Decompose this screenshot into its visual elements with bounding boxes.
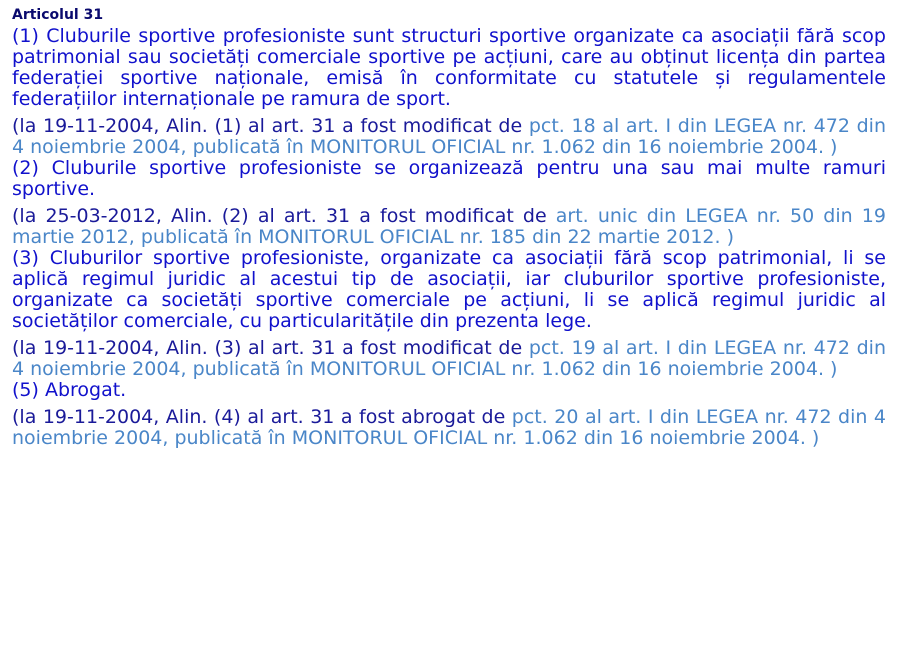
amendment-law-link[interactable]: pct. 20 al art. I din LEGEA nr. 472 din 4 noiembrie 2004, publicată în MONITORUL OFICIAL nr. 1.062 din 16 noiembrie 2004. )	[12, 406, 886, 449]
amendment-note-text: (la 19-11-2004, Alin. (3) al art. 31 a fost modificat de	[12, 337, 529, 359]
paragraph-5: (5) Abrogat.	[12, 379, 127, 401]
paragraph-2: (2) Cluburile sportive profesioniste se organizează pentru una sau mai multe ramuri sportive.	[12, 157, 886, 200]
amendment-note-2	[12, 206, 886, 248]
amendment-law-link[interactable]: pct. 19 al art. I din LEGEA nr. 472 din 4 noiembrie 2004, publicată în MONITORUL OFICIAL nr. 1.062 din 16 noiembrie 2004. )	[12, 337, 886, 380]
amendment-note-text: (la 25-03-2012, Alin. (2) al art. 31 a fost modificat de	[12, 205, 556, 227]
amendment-note-4	[12, 407, 886, 449]
amendment-note-text: (la 19-11-2004, Alin. (1) al art. 31 a fost modificat de	[12, 115, 529, 137]
amendment-note-text: (la 19-11-2004, Alin. (4) al art. 31 a fost abrogat de	[12, 406, 512, 428]
amendment-law-link[interactable]: pct. 18 al art. I din LEGEA nr. 472 din 4 noiembrie 2004, publicată în MONITORUL OFICIAL nr. 1.062 din 16 noiembrie 2004. )	[12, 115, 886, 158]
paragraph-1: (1) Cluburile sportive profesioniste sunt structuri sportive organizate ca asociații fără scop patrimonial sau societăți comerciale sportive pe acțiuni, care au obținut licența din partea federației sportive naționale, emisă în conformitate cu statutele și regulamentele federațiilor internaționale pe ramura de sport.	[12, 25, 886, 110]
amendment-note-1	[12, 116, 886, 158]
article-title: Articolul 31	[12, 7, 104, 23]
amendment-note-3	[12, 338, 886, 380]
paragraph-3: (3) Cluburilor sportive profesioniste, organizate ca asociații fără scop patrimonial, li se aplică regimul juridic al acestui tip de asociații, iar cluburilor sportive profesioniste, organizate ca societăți sportive comerciale pe acțiuni, li se aplică regimul juridic al societăților comerciale, cu particularitățile din prezenta lege.	[12, 247, 886, 332]
amendment-law-link[interactable]: art. unic din LEGEA nr. 50 din 19 martie 2012, publicată în MONITORUL OFICIAL nr. 185 din 22 martie 2012. )	[12, 205, 886, 248]
